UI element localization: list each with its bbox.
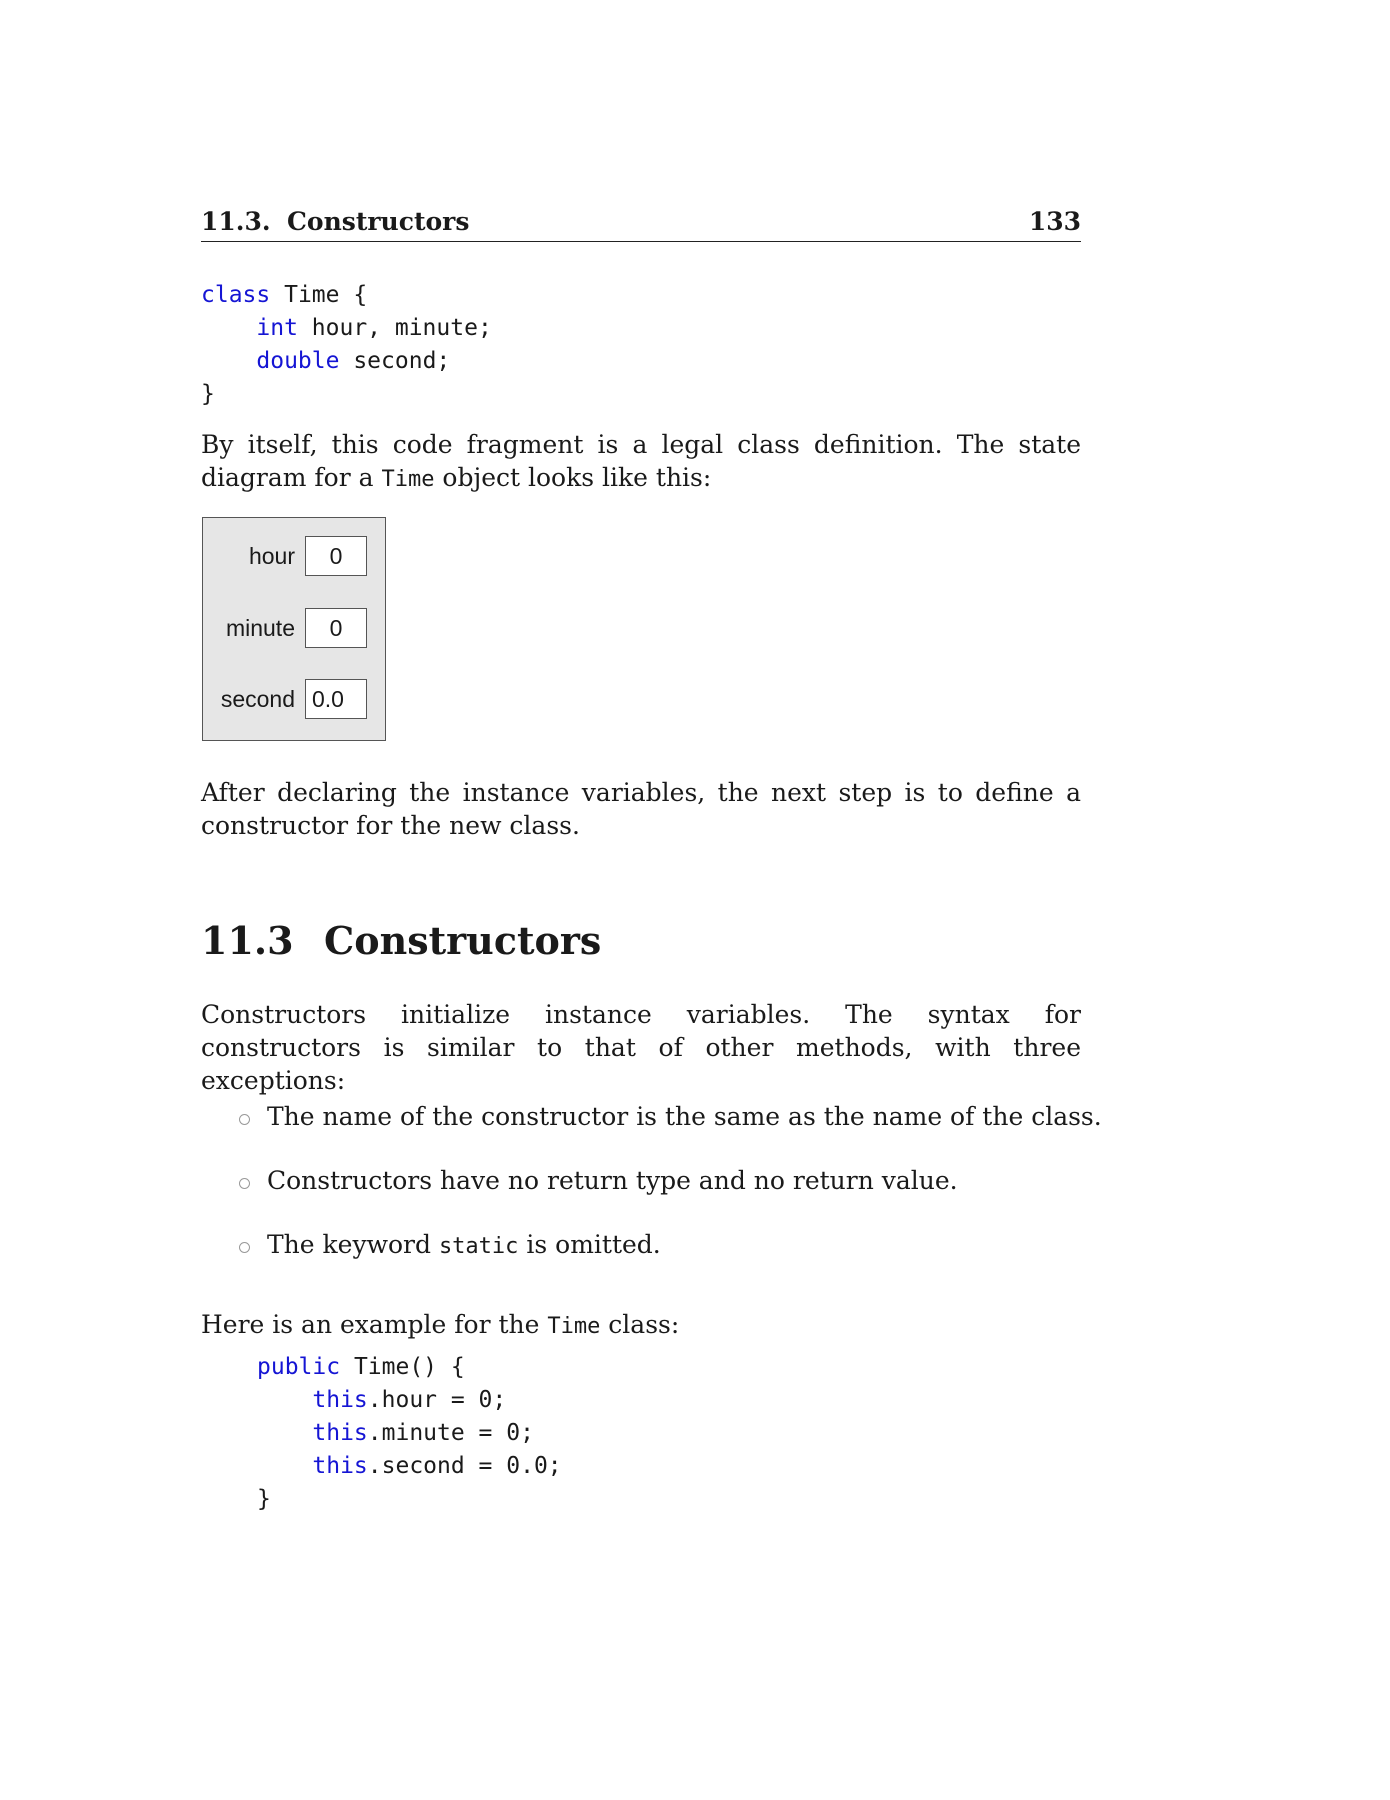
code-line [201, 345, 492, 378]
code-text: .minute = 0; [367, 1420, 534, 1446]
paragraph-text: Here is an example for the [201, 1310, 548, 1339]
code-keyword: this [312, 1453, 368, 1479]
page-number: 133 [1028, 207, 1081, 236]
variable-label: hour [248, 543, 295, 569]
list-item-text-part: The keyword [267, 1230, 439, 1259]
code-keyword: double [256, 348, 340, 374]
inline-code: Time [547, 1314, 601, 1339]
code-line [257, 1450, 562, 1483]
code-block-constructor [257, 1351, 562, 1516]
code-indent [257, 1453, 312, 1479]
code-line [201, 312, 492, 345]
code-indent [201, 348, 256, 374]
code-indent [257, 1387, 312, 1413]
code-text: } [257, 1486, 271, 1512]
variable-value: 0.0 [305, 679, 367, 719]
list-item [201, 1100, 1102, 1164]
paragraph-state-diagram-intro [201, 428, 1081, 496]
code-keyword: int [256, 315, 298, 341]
bullet-icon [239, 1242, 250, 1253]
section-title: Constructors [324, 918, 602, 963]
code-keyword: class [201, 282, 271, 308]
variable-label: second [220, 686, 295, 712]
code-block-class-time [201, 279, 492, 411]
code-text: .second = 0.0; [367, 1453, 562, 1479]
code-keyword: this [312, 1387, 368, 1413]
header-section-number: 11.3. [201, 207, 271, 236]
code-line [257, 1384, 562, 1417]
inline-code: Time [381, 467, 435, 492]
list-item-text: The name of the constructor is the same as the name of the class. [267, 1102, 1102, 1131]
code-indent [201, 315, 256, 341]
code-text: .hour = 0; [367, 1387, 507, 1413]
variable-value: 0 [305, 608, 367, 648]
document-page [201, 0, 1102, 1800]
state-diagram [202, 517, 386, 741]
code-text: Time { [270, 282, 368, 308]
code-text: } [201, 381, 215, 407]
bullet-icon [239, 1178, 250, 1189]
paragraph-text: By itself, this code fragment is a legal class definition. The state diagram for a [201, 430, 1081, 492]
list-item-text: Constructors have no return type and no return value. [267, 1166, 958, 1195]
header-section-title: Constructors [287, 207, 470, 236]
list-item [201, 1228, 1081, 1292]
list-item-text-part: is omitted. [518, 1230, 661, 1259]
code-keyword: public [257, 1354, 341, 1380]
code-line [201, 378, 492, 411]
paragraph-text: object looks like this: [434, 463, 712, 492]
code-line [257, 1483, 562, 1516]
inline-code: static [438, 1234, 519, 1259]
code-text: Time() { [340, 1354, 465, 1380]
paragraph-example-intro [201, 1308, 1081, 1343]
paragraph-text: class: [600, 1310, 680, 1339]
list-item-text [267, 1228, 661, 1263]
section-number: 11.3 [201, 918, 294, 963]
state-row-hour [203, 536, 385, 576]
variable-value: 0 [305, 536, 367, 576]
running-header [201, 207, 1081, 242]
state-row-second [203, 679, 385, 719]
code-line [201, 279, 492, 312]
code-text: second; [339, 348, 451, 374]
code-text: hour, minute; [297, 315, 492, 341]
code-keyword: this [312, 1420, 368, 1446]
state-row-minute [203, 608, 385, 648]
variable-label: minute [225, 615, 295, 641]
list-item [201, 1164, 1081, 1228]
paragraph-next-step: After declaring the instance variables, the next step is to define a constructor for the new class. [201, 778, 1081, 840]
code-indent [257, 1420, 312, 1446]
exceptions-list [201, 1100, 1102, 1292]
paragraph-constructors-intro: Constructors initialize instance variables. The syntax for constructors is similar to that of other methods, with three exceptions: [201, 1000, 1081, 1095]
bullet-icon [239, 1114, 250, 1125]
code-line [257, 1351, 562, 1384]
code-line [257, 1417, 562, 1450]
